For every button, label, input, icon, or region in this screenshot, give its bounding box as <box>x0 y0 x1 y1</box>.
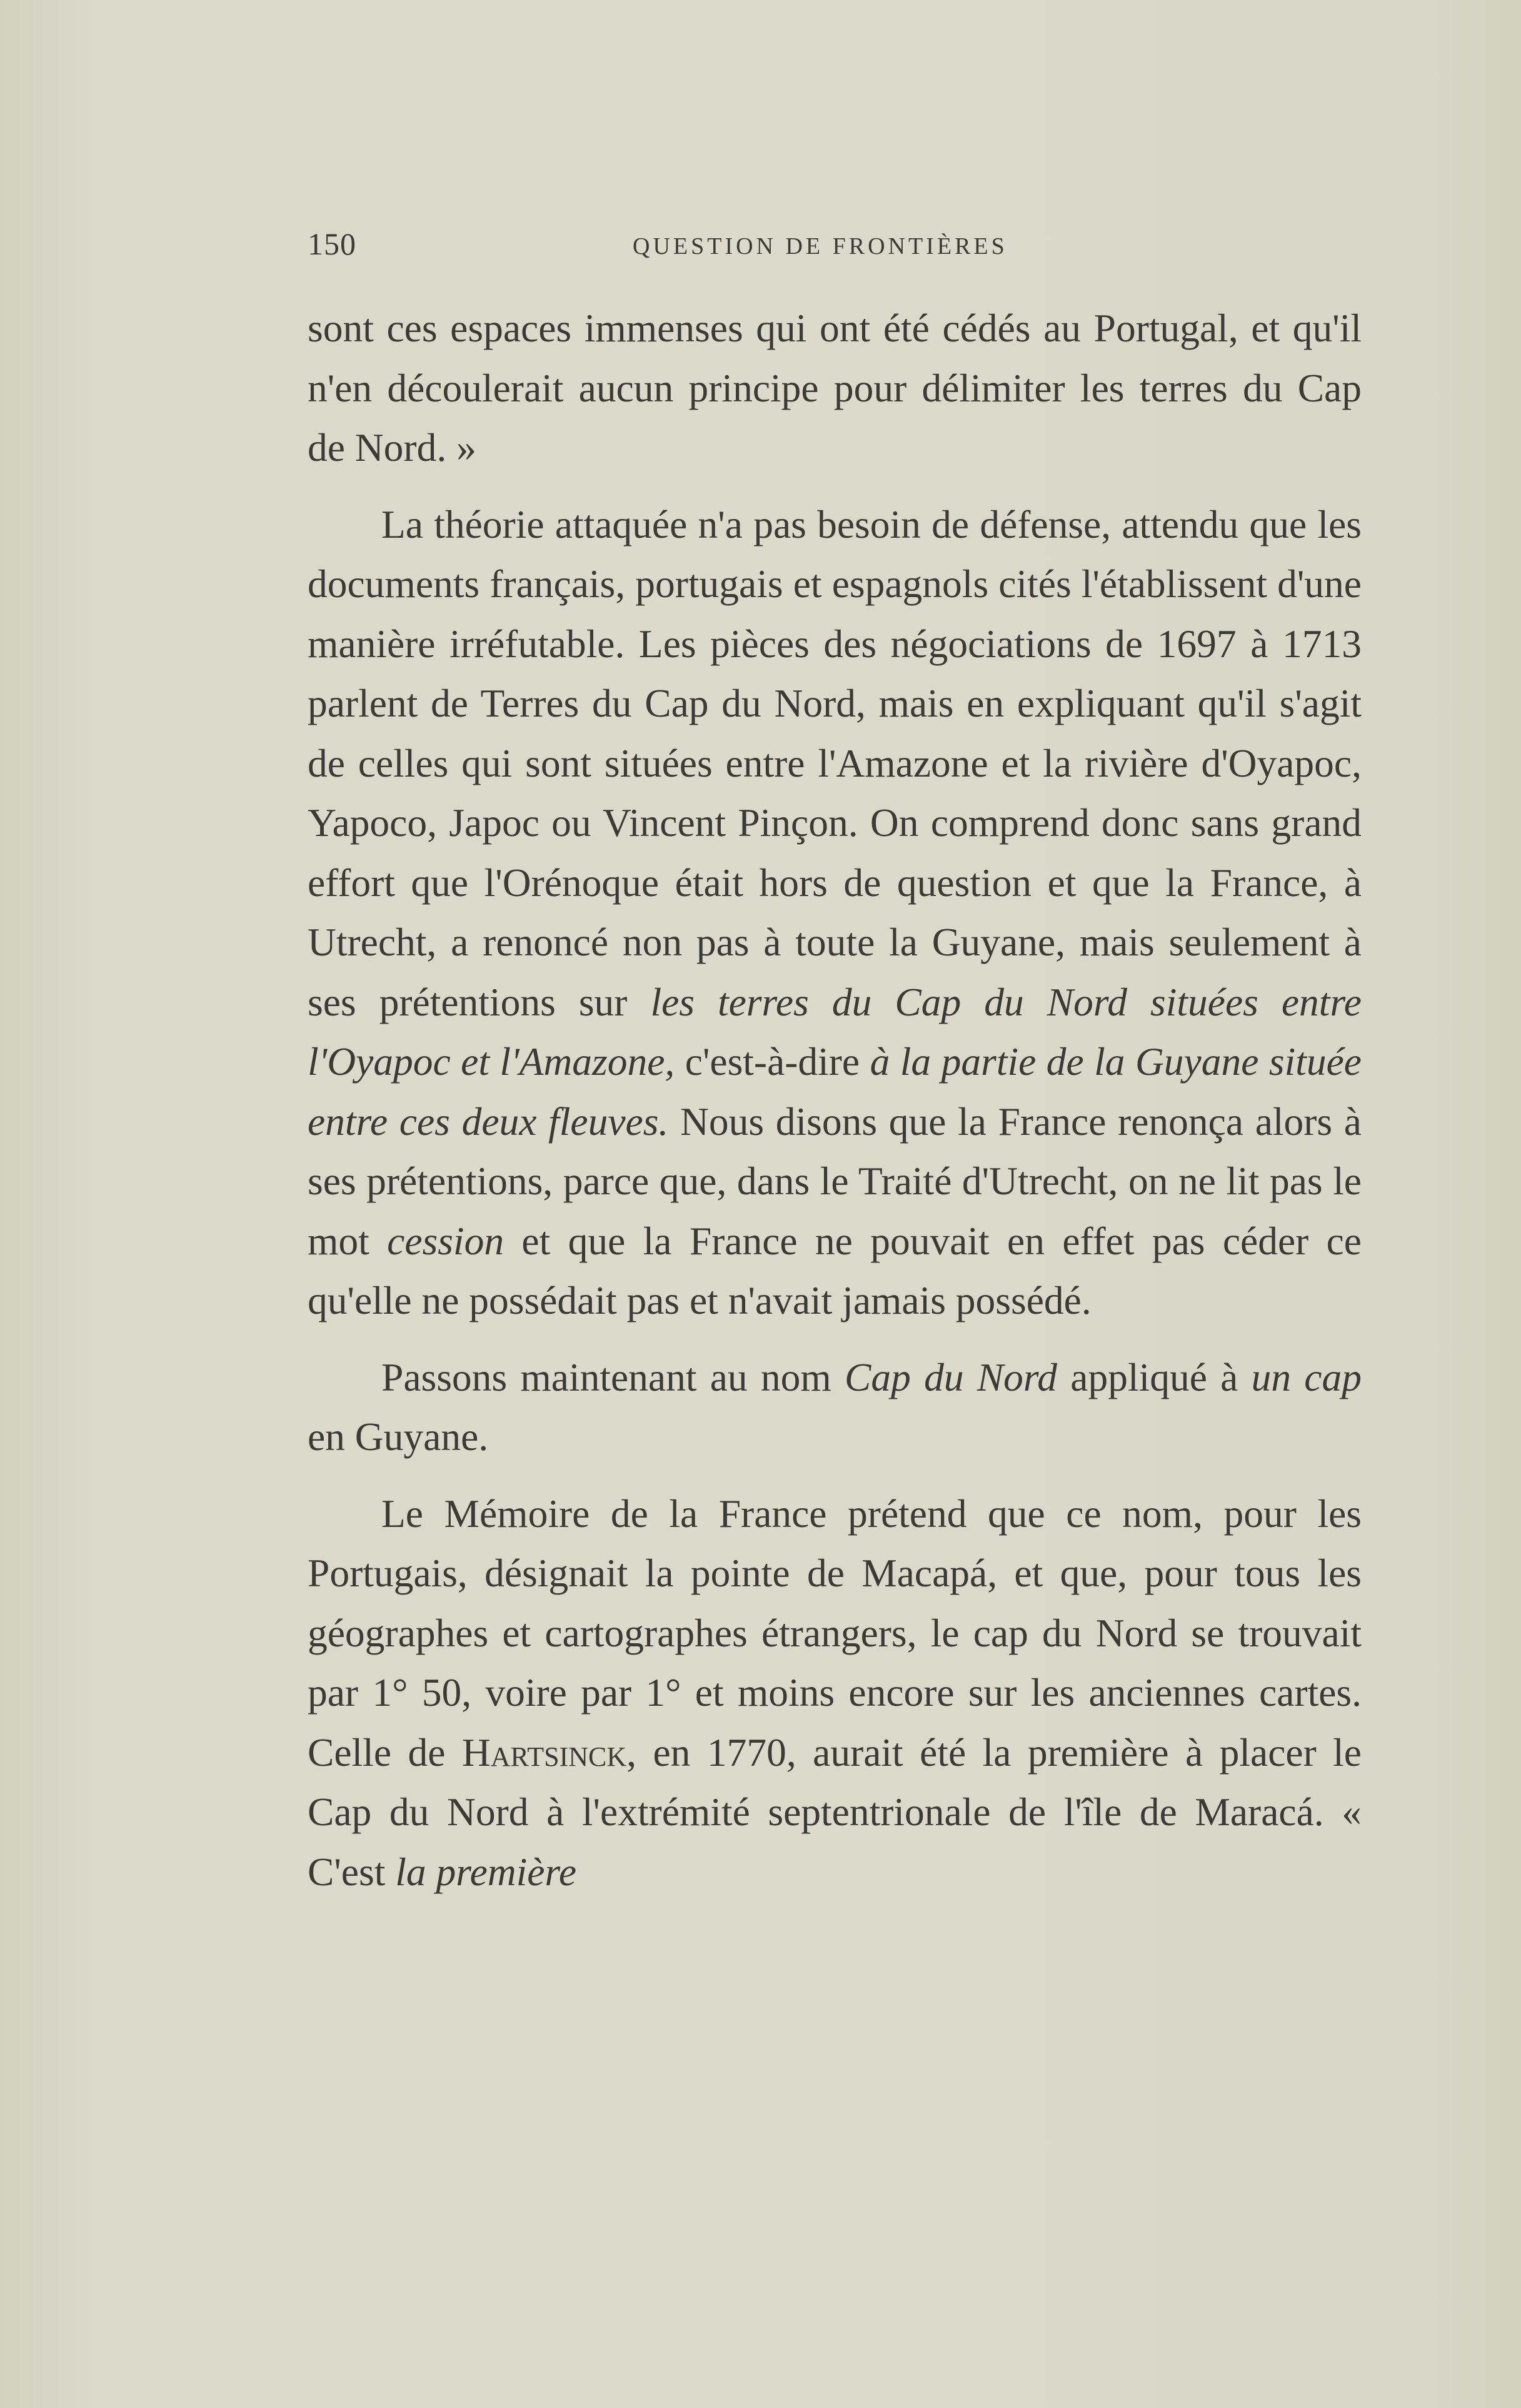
paragraph-1 <box>308 298 1362 478</box>
running-header <box>308 222 1362 266</box>
italic-run: Cap du Nord <box>845 1354 1058 1399</box>
text-run: La théorie attaquée n'a pas besoin de défense, attendu que les documents français, portugais et espagnols cités l'établissent d'une manière irréfutable. Les pièces des négociations de 1697 à 1713 parlent de Terres du Cap du Nord, mais en expliquant qu'il s'agit de celles qui sont situées entre l'Amazone et la rivière d'Oyapoc, Yapoco, Japoc ou Vincent Pinçon. On comprend donc sans grand effort que l'Orénoque était hors de question et que la France, à Utrecht, a renoncé non pas à toute la Guyane, mais seulement à ses prétentions sur <box>308 501 1362 1024</box>
text-run: Passons maintenant au nom <box>381 1354 845 1399</box>
italic-run: cession <box>387 1218 504 1263</box>
page-number: 150 <box>308 226 356 261</box>
text-run: , en 1770, aurait été la première à placer le Cap du Nord à l'extrémité septentrionale de l'île de Maracá. « C'est <box>308 1730 1362 1894</box>
italic-run: à la partie de la Guyane située entre ces deux fleuves. <box>308 1039 1362 1144</box>
small-caps-run: Hartsinck <box>461 1730 627 1775</box>
running-title: QUESTION DE FRONTIÈRES <box>633 233 1008 259</box>
text-run: en Guyane. <box>308 1414 489 1459</box>
italic-run: un cap <box>1251 1354 1362 1399</box>
body-text <box>308 298 1362 1902</box>
text-run: sont ces espaces immenses qui ont été cédés au Portugal, et qu'il n'en découlerait aucun principe pour délimiter les terres du Cap de Nord. » <box>308 306 1362 470</box>
paragraph-3 <box>308 1348 1362 1467</box>
text-run: c'est-à-dire <box>675 1039 870 1084</box>
text-run: Le Mémoire de la France prétend que ce nom, pour les Portugais, désignait la pointe de Macapá, et que, pour tous les géographes et cartographes étrangers, le cap du Nord se trouvait par 1° 50, voire par 1° et moins encore sur les anciennes cartes. Celle de <box>308 1491 1362 1775</box>
paragraph-4 <box>308 1484 1362 1902</box>
paragraph-2 <box>308 495 1362 1331</box>
text-run: et que la France ne pouvait en effet pas céder ce qu'elle ne possédait pas et n'avait jamais possédé. <box>308 1218 1362 1322</box>
italic-run: la première <box>395 1849 576 1894</box>
text-run: Nous disons que la France renonça alors à ses prétentions, parce que, dans le Traité d'Utrecht, on ne lit pas le mot <box>308 1099 1362 1263</box>
italic-run: les terres du Cap du Nord situées entre l'Oyapoc et l'Amazone, <box>308 979 1362 1084</box>
text-run: appliqué à <box>1057 1354 1252 1399</box>
